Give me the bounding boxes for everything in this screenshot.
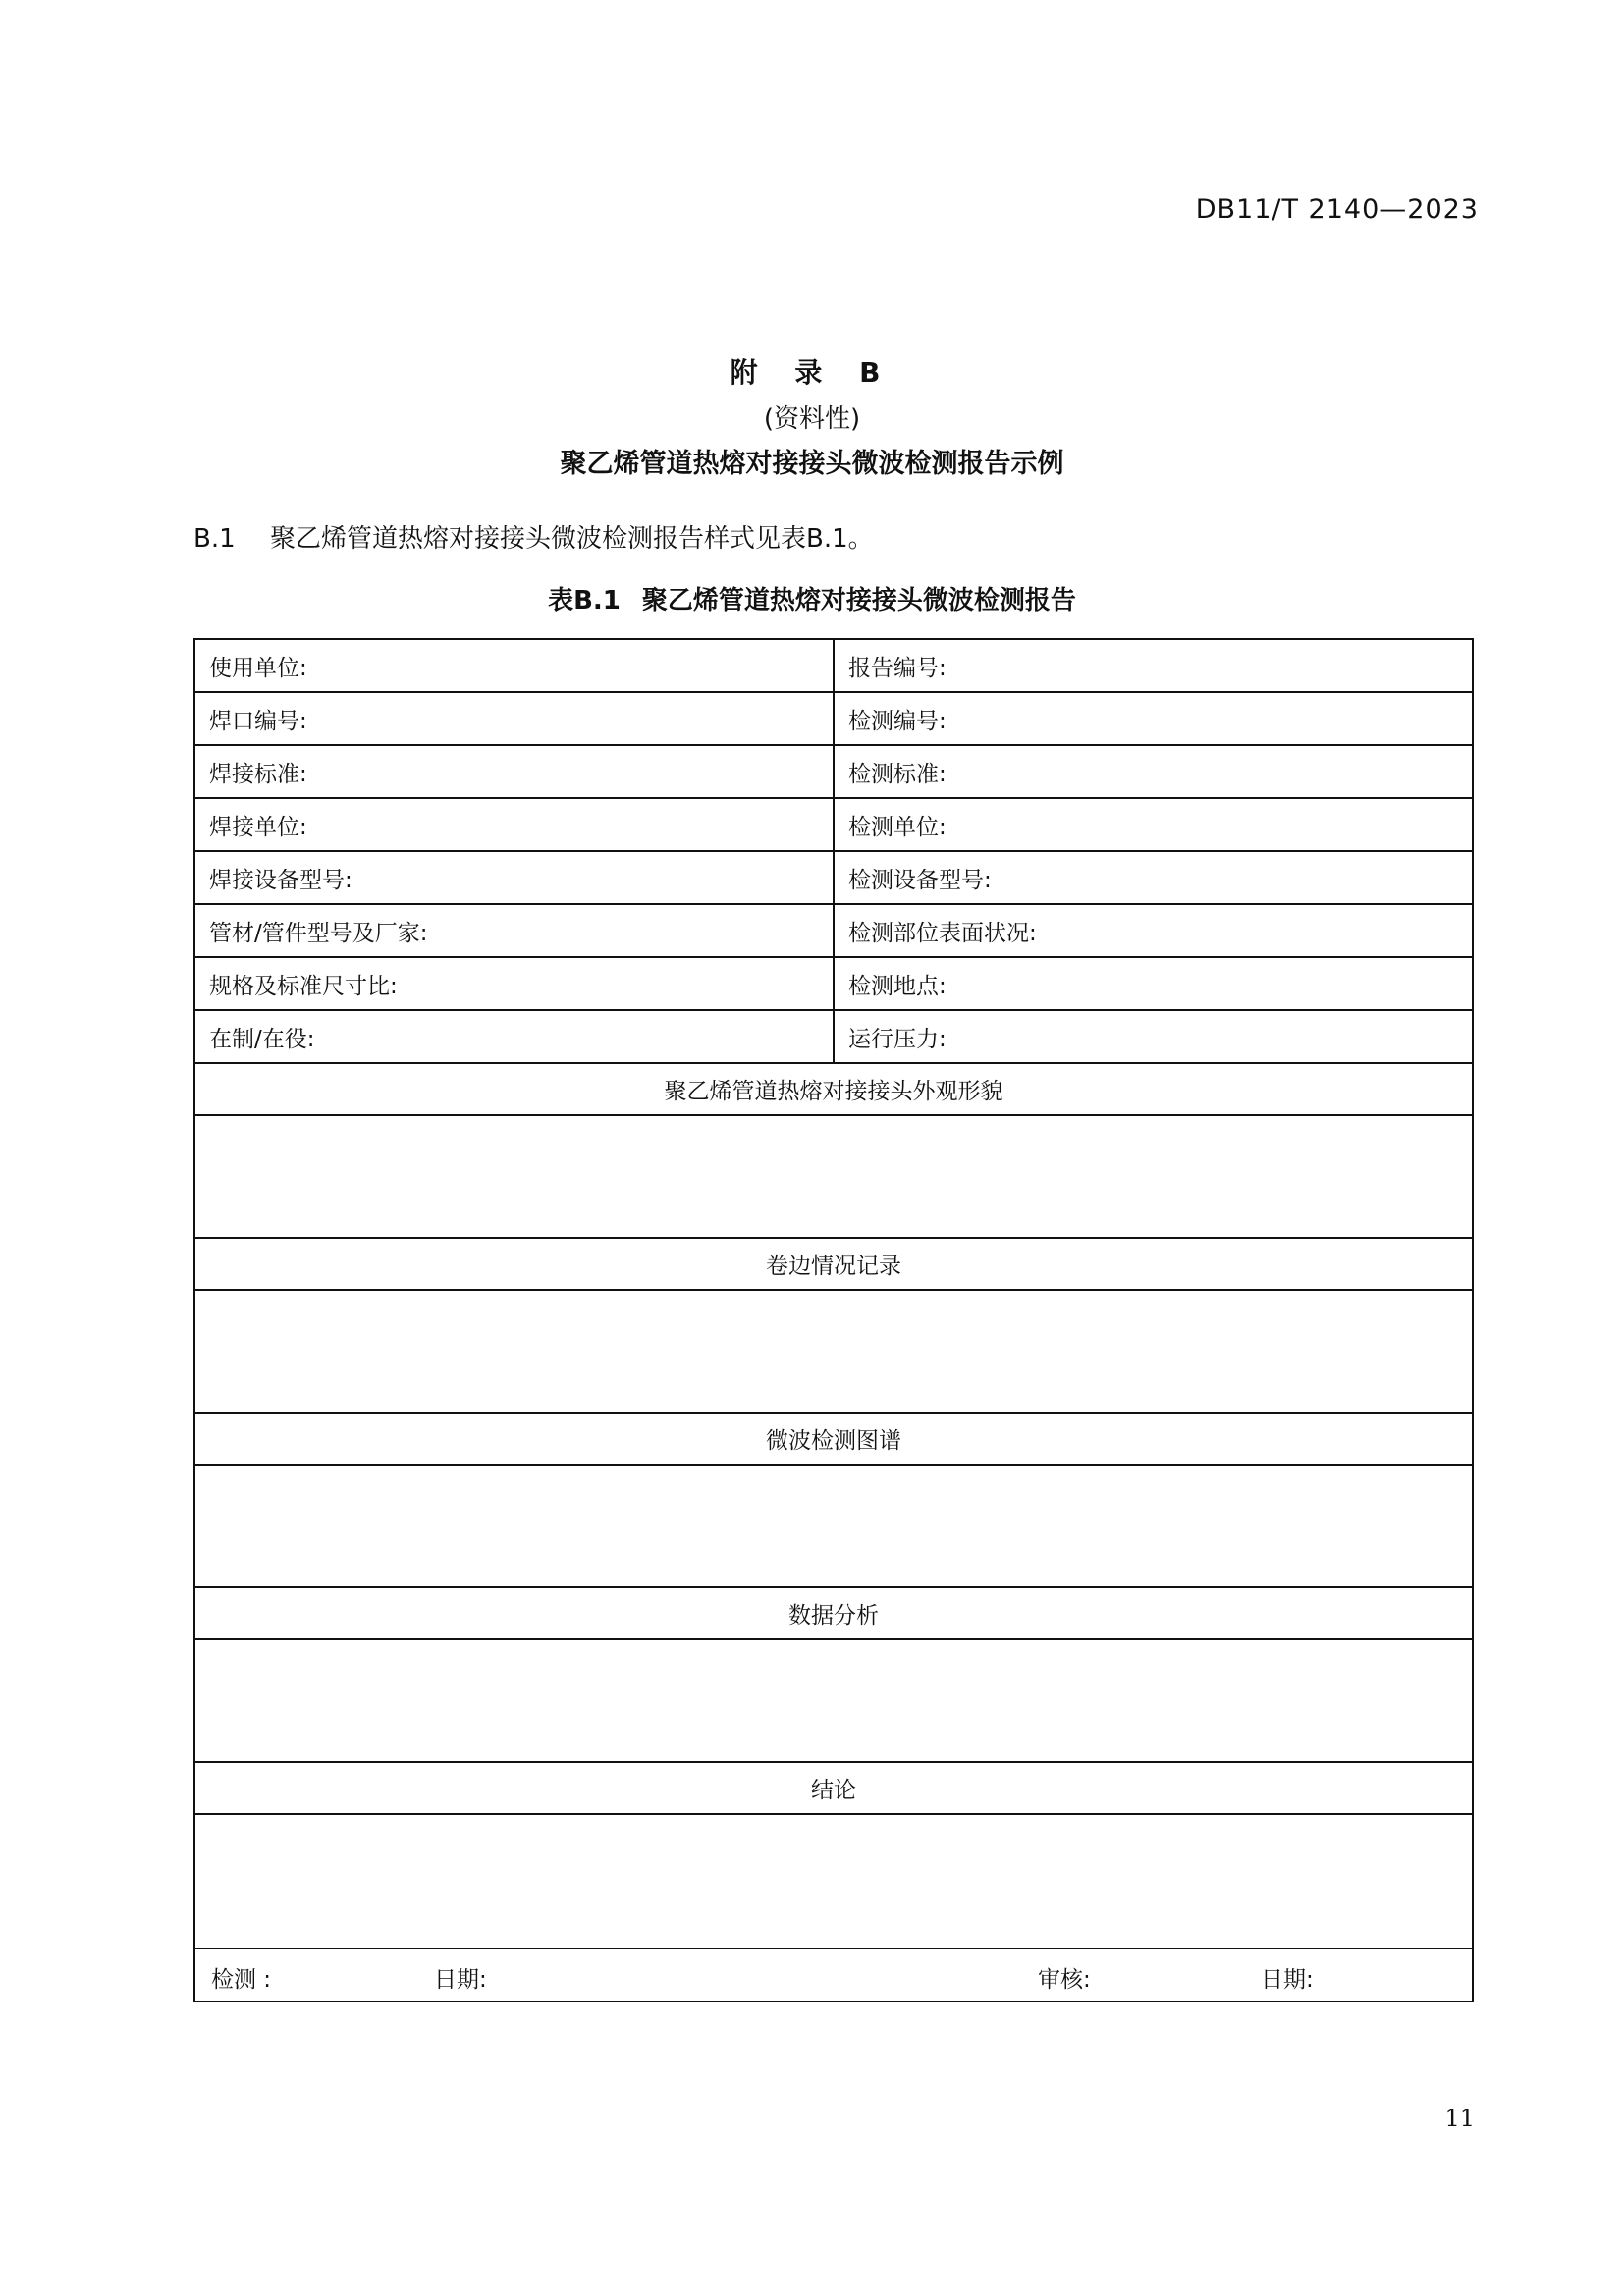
- table-row: [194, 1465, 1473, 1587]
- field-welding-unit: 焊接单位:: [194, 798, 834, 851]
- inspector-date-label: 日期:: [434, 1967, 487, 1993]
- table-row: [194, 1949, 1473, 2002]
- field-inspection-unit: 检测单位:: [834, 798, 1473, 851]
- section-appearance-heading: 聚乙烯管道热熔对接接头外观形貌: [194, 1063, 1473, 1115]
- table-row: [194, 1063, 1473, 1115]
- reviewer-date-label: 日期:: [1261, 1967, 1314, 1993]
- table-row: [194, 639, 1473, 692]
- table-caption-number: 表B.1: [548, 586, 621, 615]
- field-specification-sdr: 规格及标准尺寸比:: [194, 957, 834, 1010]
- table-row: [194, 1814, 1473, 1949]
- section-appearance-content: [194, 1115, 1473, 1238]
- table-row: [194, 904, 1473, 957]
- section-data-analysis-content: [194, 1639, 1473, 1762]
- table-row: [194, 692, 1473, 745]
- section-conclusion-content: [194, 1814, 1473, 1949]
- section-data-analysis-heading: 数据分析: [194, 1587, 1473, 1639]
- clause-number: B.1: [193, 524, 236, 554]
- field-weld-number: 焊口编号:: [194, 692, 834, 745]
- field-operating-pressure: 运行压力:: [834, 1010, 1473, 1063]
- table-row: [194, 1639, 1473, 1762]
- field-inspection-number: 检测编号:: [834, 692, 1473, 745]
- appendix-label: 附 录 B: [730, 356, 894, 389]
- appendix-title: 聚乙烯管道热熔对接接头微波检测报告示例: [560, 449, 1064, 479]
- section-microwave-spectrum-content: [194, 1465, 1473, 1587]
- table-row: [194, 745, 1473, 798]
- field-inspection-location: 检测地点:: [834, 957, 1473, 1010]
- section-conclusion-heading: 结论: [194, 1762, 1473, 1814]
- field-inspection-equipment-model: 检测设备型号:: [834, 851, 1473, 904]
- field-inspection-standard: 检测标准:: [834, 745, 1473, 798]
- table-caption: [0, 580, 1624, 616]
- section-microwave-spectrum-heading: 微波检测图谱: [194, 1413, 1473, 1465]
- field-welding-standard: 焊接标准:: [194, 745, 834, 798]
- table-row: [194, 851, 1473, 904]
- page-number: 11: [1444, 2105, 1475, 2132]
- table-row: [194, 957, 1473, 1010]
- clause-b1: [193, 518, 874, 555]
- table-row: [194, 1762, 1473, 1814]
- field-surface-condition: 检测部位表面状况:: [834, 904, 1473, 957]
- section-bead-record-content: [194, 1290, 1473, 1413]
- table-row: [194, 1238, 1473, 1290]
- field-user-unit: 使用单位:: [194, 639, 834, 692]
- appendix-nature: (资料性): [763, 404, 861, 434]
- field-welding-equipment-model: 焊接设备型号:: [194, 851, 834, 904]
- section-bead-record-heading: 卷边情况记录: [194, 1238, 1473, 1290]
- signature-row: [194, 1949, 1473, 2002]
- clause-text: 聚乙烯管道热熔对接接头微波检测报告样式见表B.1。: [270, 524, 874, 554]
- table-row: [194, 1413, 1473, 1465]
- inspector-label: 检测 :: [211, 1967, 272, 1993]
- reviewer-label: 审核:: [1038, 1967, 1091, 1993]
- field-pipe-model-manufacturer: 管材/管件型号及厂家:: [194, 904, 834, 957]
- table-row: [194, 1290, 1473, 1413]
- table-row: [194, 1115, 1473, 1238]
- field-report-number: 报告编号:: [834, 639, 1473, 692]
- field-manufacturing-or-in-service: 在制/在役:: [194, 1010, 834, 1063]
- standard-code: DB11/T 2140—2023: [1195, 194, 1479, 225]
- table-row: [194, 1010, 1473, 1063]
- table-row: [194, 798, 1473, 851]
- table-row: [194, 1587, 1473, 1639]
- inspection-report-table: [193, 638, 1474, 2002]
- table-caption-title: 聚乙烯管道热熔对接接头微波检测报告: [641, 586, 1076, 615]
